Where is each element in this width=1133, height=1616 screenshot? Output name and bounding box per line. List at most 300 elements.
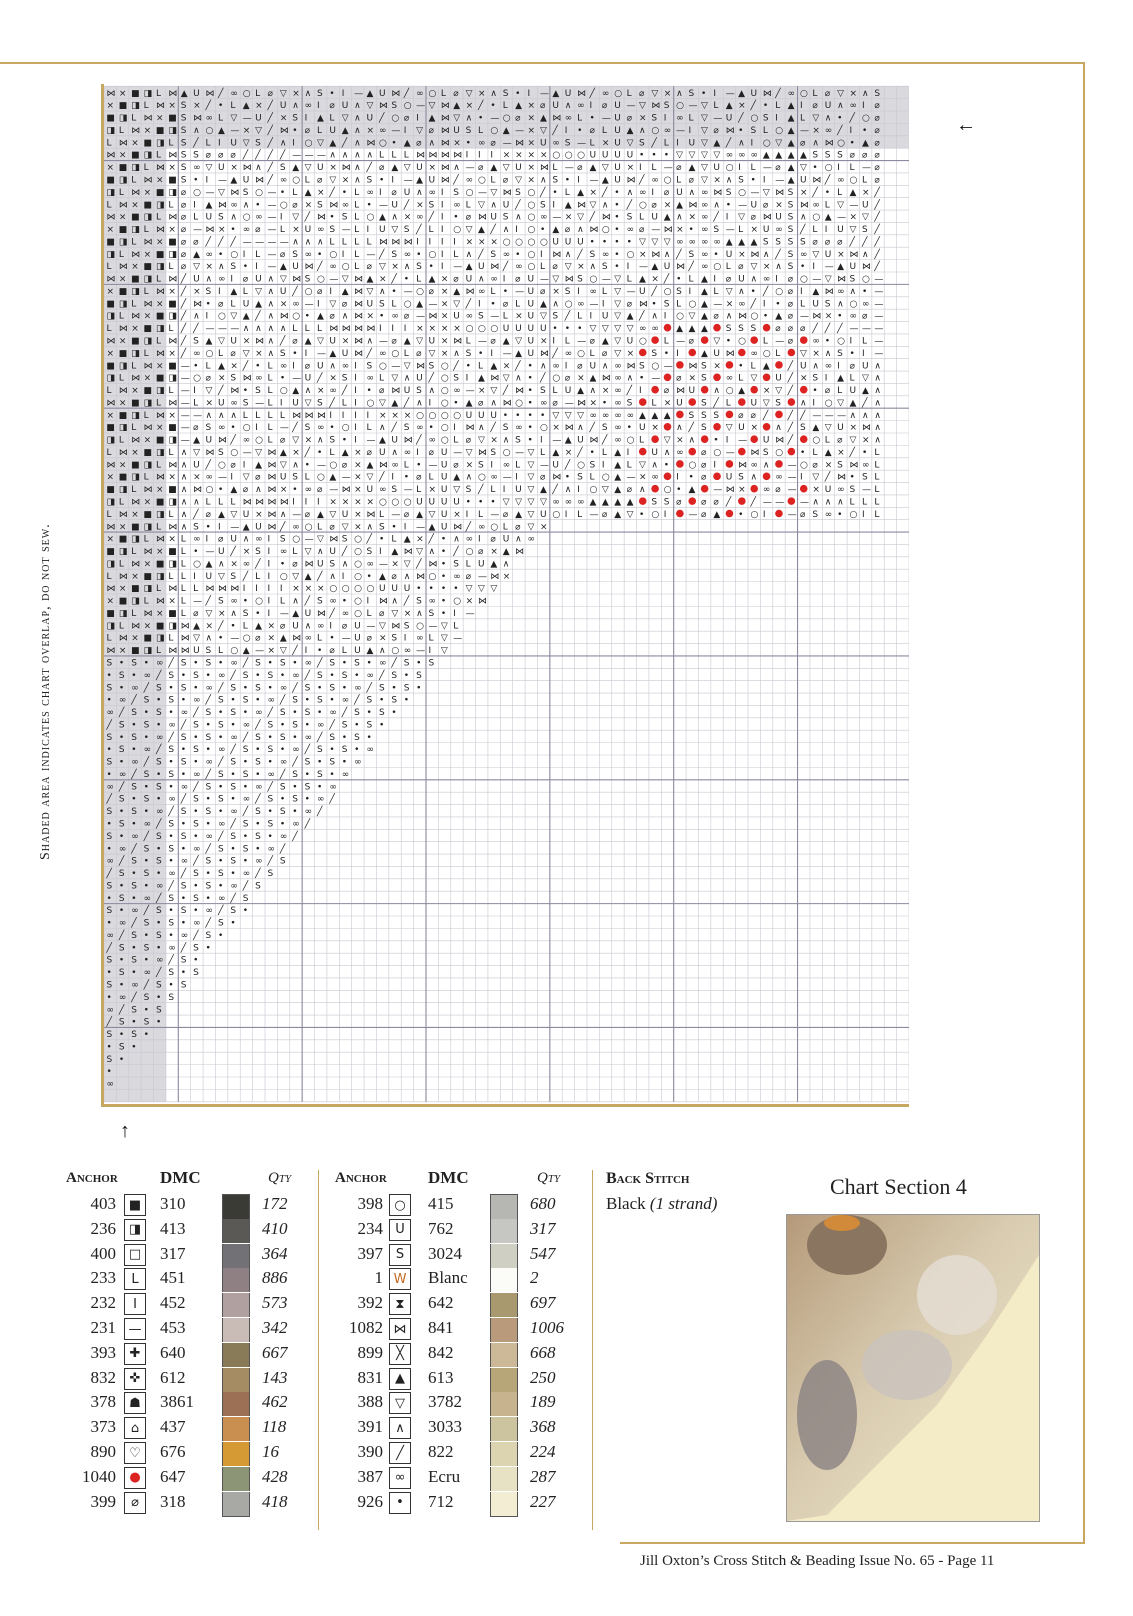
stitch-symbol: — (292, 373, 302, 384)
stitch-symbol: L (230, 497, 236, 508)
stitch-symbol: • (205, 745, 211, 756)
stitch-symbol: ∧ (663, 249, 671, 260)
stitch-symbol: × (118, 274, 127, 285)
stitch-symbol: • (416, 249, 422, 260)
stitch-symbol: ◨ (106, 621, 115, 632)
stitch-symbol: • (552, 187, 558, 198)
stitch-symbol: S (663, 299, 670, 310)
stitch-symbol: • (143, 955, 149, 966)
stitch-symbol: I (378, 187, 382, 198)
stitch-symbol: U (217, 163, 225, 174)
stitch-symbol: L (205, 497, 211, 508)
stitch-symbol: ∧ (539, 175, 547, 186)
stitch-symbol: S (106, 881, 113, 892)
stitch-symbol: ⌀ (676, 497, 682, 508)
stitch-symbol: S (205, 708, 212, 719)
stitch-symbol: ╱ (267, 708, 273, 719)
stitch-symbol: ∞ (639, 187, 647, 198)
stitch-symbol: ⋈ (849, 460, 859, 471)
stitch-symbol: ∧ (861, 249, 869, 260)
stitch-symbol: • (639, 509, 645, 520)
stitch-symbol: ∧ (676, 212, 683, 223)
stitch-symbol: ∞ (341, 200, 350, 211)
stitch-symbol: ╱ (131, 844, 137, 855)
stitch-symbol: ▲ (230, 175, 238, 186)
stitch-symbol: ▽ (849, 225, 857, 236)
bead-dot (688, 448, 696, 456)
stitch-symbol: U (614, 101, 621, 112)
stitch-symbol: ○ (502, 113, 511, 124)
stitch-symbol: ○ (304, 138, 313, 149)
stitch-symbol: ╱ (403, 596, 410, 607)
stitch-symbol: — (378, 336, 388, 347)
stitch-symbol: ▲ (391, 163, 399, 174)
stitch-symbol: S (180, 163, 187, 174)
stitch-symbol: ╱ (267, 138, 273, 149)
stitch-symbol: × (242, 547, 251, 558)
stitch-symbol: L (589, 138, 595, 149)
stitch-symbol: ⋈ (502, 187, 512, 198)
stitch-symbol: ∞ (614, 398, 622, 409)
stitch-symbol: I (639, 386, 642, 397)
stitch-symbol: ◨ (131, 225, 140, 236)
stitch-symbol: ∞ (317, 423, 325, 434)
stitch-symbol: ∞ (688, 237, 697, 248)
stitch-symbol: S (193, 794, 199, 805)
bead-dot (639, 349, 647, 357)
stitch-symbol: I (713, 274, 716, 285)
stitch-symbol: U (490, 410, 497, 421)
bead-dot (800, 435, 808, 443)
stitch-symbol: ⌀ (515, 522, 521, 533)
stitch-symbol: ■ (118, 534, 128, 545)
stitch-symbol: ╱ (750, 101, 756, 112)
stitch-symbol: • (106, 844, 112, 855)
stitch-symbol: I (217, 522, 221, 533)
stitch-symbol: I (626, 447, 630, 458)
stitch-symbol: S (304, 708, 311, 719)
stitch-symbol: ⋈ (824, 286, 834, 297)
stitch-symbol: ▲ (564, 200, 572, 211)
stitch-symbol: • (341, 658, 348, 669)
stitch-symbol: • (193, 831, 199, 842)
stitch-symbol: ∧ (279, 138, 287, 149)
stitch-symbol: ∞ (292, 522, 300, 533)
stitch-symbol: • (205, 819, 211, 830)
stitch-symbol: L (106, 138, 112, 149)
bead-dot (639, 448, 647, 456)
stitch-symbol: L (403, 150, 409, 161)
stitch-symbol: ╱ (180, 348, 187, 359)
stitch-symbol: ⋈ (193, 485, 203, 496)
stitch-symbol: ∞ (478, 286, 486, 297)
stitch-symbol: ▲ (193, 621, 201, 632)
stitch-symbol: • (416, 683, 422, 694)
stitch-symbol: — (725, 225, 735, 236)
anchor-header: Anchor (335, 1170, 387, 1186)
stitch-symbol: — (341, 225, 351, 236)
stitch-symbol: ⋈ (156, 101, 166, 112)
stitch-symbol: • (589, 237, 595, 248)
stitch-symbol: ⋈ (391, 386, 401, 397)
stitch-symbol: ∞ (700, 225, 709, 236)
stitch-symbol: S (205, 881, 212, 892)
stitch-symbol: — (217, 324, 227, 335)
stitch-symbol: × (242, 336, 251, 347)
stitch-symbol: × (416, 534, 424, 545)
dmc-number: 452 (160, 1293, 186, 1313)
stitch-symbol: L (267, 361, 273, 372)
stitch-symbol: ▽ (341, 274, 349, 285)
stitch-symbol: × (651, 274, 659, 285)
stitch-symbol: ▽ (824, 274, 832, 285)
stitch-symbol: ╱ (230, 670, 236, 681)
stitch-symbol: L (391, 150, 397, 161)
stitch-symbol: — (180, 398, 190, 409)
stitch-symbol: ▲ (614, 509, 622, 520)
stitch-symbol: ⋈ (354, 274, 364, 285)
stitch-symbol: ⋈ (601, 373, 611, 384)
stitch-symbol: U (428, 497, 436, 508)
stitch-symbol: — (738, 200, 748, 211)
stitch-symbol: S (131, 807, 137, 818)
stitch-symbol: ╱ (279, 336, 286, 347)
stitch-symbol: ▽ (217, 187, 225, 198)
bead-dot (664, 423, 672, 431)
stitch-symbol: S (106, 757, 113, 768)
stitch-symbol: • (738, 125, 744, 136)
quantity: 428 (262, 1466, 288, 1486)
stitch-symbol: — (416, 101, 426, 112)
stitch-symbol: × (478, 237, 486, 248)
stitch-symbol: — (193, 410, 203, 421)
stitch-symbol: — (242, 113, 252, 124)
stitch-symbol: ╱ (304, 670, 311, 681)
stitch-symbol: U (205, 571, 213, 582)
stitch-symbol: S (217, 869, 224, 880)
stitch-symbol: • (465, 497, 471, 508)
stitch-symbol: L (564, 336, 570, 347)
stitch-symbol: ▽ (416, 336, 424, 347)
stitch-symbol: L (688, 274, 694, 285)
stitch-symbol: × (750, 423, 759, 434)
stitch-symbol: • (341, 187, 348, 198)
stitch-symbol: L (874, 509, 880, 520)
stitch-symbol: ■ (118, 225, 128, 236)
stitch-symbol: I (267, 571, 271, 582)
stitch-symbol: ▽ (527, 509, 535, 520)
stitch-symbol: ╱ (180, 336, 187, 347)
stitch-symbol: ∧ (391, 212, 398, 223)
stitch-symbol: ⋈ (156, 348, 166, 359)
stitch-symbol: × (478, 88, 486, 99)
stitch-symbol: S (131, 955, 137, 966)
stitch-symbol: S (242, 844, 249, 855)
stitch-symbol: ∞ (304, 732, 313, 743)
stitch-symbol: ∞ (478, 522, 486, 533)
cross-stitch-chart (101, 84, 909, 1107)
stitch-symbol: I (688, 125, 692, 136)
stitch-symbol: ○ (279, 571, 288, 582)
stitch-symbol: ⋈ (626, 361, 636, 372)
stitch-symbol: ∧ (515, 373, 522, 384)
stitch-symbol: ○ (626, 435, 635, 446)
stitch-symbol: • (168, 980, 174, 991)
stitch-symbol: ╱ (849, 113, 855, 124)
stitch-symbol: ∧ (824, 113, 832, 124)
quantity: 224 (530, 1442, 556, 1461)
stitch-symbol: ⋈ (651, 249, 661, 260)
stitch-symbol: • (539, 410, 546, 421)
stitch-symbol: • (614, 225, 620, 236)
stitch-symbol: ▽ (502, 163, 510, 174)
stitch-symbol: • (193, 906, 199, 917)
stitch-symbol: U (329, 125, 336, 136)
bead-dot (726, 460, 734, 468)
stitch-symbol: ∧ (267, 299, 275, 310)
stitch-symbol: ▲ (688, 485, 696, 496)
stitch-symbol: ⌀ (787, 286, 794, 297)
stitch-symbol: U (527, 324, 535, 335)
stitch-symbol: ∞ (601, 88, 610, 99)
stitch-symbol: S (341, 720, 348, 731)
stitch-symbol: ∞ (217, 670, 226, 681)
stitch-symbol: — (366, 249, 376, 260)
outline-house-icon: ⌂ (124, 1417, 146, 1439)
stitch-symbol: ⋈ (106, 584, 116, 595)
stitch-symbol: L (255, 410, 261, 421)
stitch-symbol: S (676, 286, 682, 297)
stitch-symbol: ▽ (317, 534, 324, 545)
stitch-symbol: ∞ (391, 311, 399, 322)
stitch-symbol: × (267, 646, 276, 657)
stitch-symbol: ▲ (713, 138, 721, 149)
stitch-symbol: ∧ (416, 187, 423, 198)
stitch-symbol: ○ (465, 324, 474, 335)
stitch-symbol: × (118, 460, 127, 471)
stitch-symbol: — (304, 534, 314, 545)
stitch-symbol: • (304, 720, 310, 731)
stitch-symbol: ⋈ (341, 485, 351, 496)
stitch-symbol: ⌀ (812, 237, 818, 248)
stitch-symbol: • (279, 794, 286, 805)
stitch-symbol: ■ (143, 262, 153, 273)
anchor-number: 899 (357, 1342, 383, 1362)
stitch-symbol: ◨ (106, 249, 115, 260)
stitch-symbol: U (453, 125, 460, 136)
stitch-symbol: U (428, 175, 436, 186)
stitch-symbol: ⋈ (168, 274, 178, 285)
stitch-symbol: • (428, 584, 434, 595)
stitch-symbol: ▽ (601, 324, 609, 335)
stitch-symbol: S (317, 695, 323, 706)
stitch-symbol: ╱ (577, 249, 583, 260)
stitch-symbol: I (861, 509, 865, 520)
stitch-symbol: ⋈ (118, 324, 128, 335)
stitch-symbol: ∧ (824, 497, 832, 508)
stitch-symbol: • (490, 497, 496, 508)
stitch-symbol: ▽ (378, 262, 386, 273)
stitch-symbol: L (180, 559, 186, 570)
stitch-symbol: • (800, 447, 806, 458)
stitch-symbol: L (156, 150, 162, 161)
stitch-symbol: S (861, 472, 868, 483)
quantity: 2 (530, 1268, 539, 1288)
stitch-symbol: L (118, 187, 124, 198)
stitch-symbol: ╱ (317, 732, 323, 743)
stitch-symbol: ○ (242, 212, 251, 223)
stitch-symbol: I (577, 286, 580, 297)
anchor-number: 399 (90, 1491, 116, 1511)
stitch-symbol: S (267, 720, 274, 731)
stitch-symbol: L (205, 138, 211, 149)
stitch-symbol: ⌀ (552, 398, 558, 409)
stitch-symbol: ○ (317, 472, 325, 483)
stitch-symbol: ○ (403, 299, 412, 310)
stitch-symbol: ○ (490, 125, 499, 136)
stitch-symbol: — (688, 101, 698, 112)
anchor-number: 1 (374, 1268, 383, 1288)
stitch-symbol: ∞ (193, 348, 201, 359)
quantity: 668 (530, 1342, 556, 1362)
stitch-symbol: I (255, 262, 258, 273)
stitch-symbol: L (292, 324, 298, 335)
stitch-symbol: × (403, 608, 412, 619)
stitch-symbol: ∧ (812, 497, 819, 508)
stitch-symbol: U (378, 225, 386, 236)
stitch-symbol: × (416, 200, 424, 211)
stitch-symbol: U (762, 225, 770, 236)
stitch-symbol: ▲ (502, 336, 510, 347)
stitch-symbol: ○ (824, 398, 833, 409)
stitch-symbol: — (391, 361, 401, 372)
stitch-symbol: × (168, 348, 176, 359)
stitch-symbol: ▽ (205, 386, 213, 397)
bead-dot (788, 349, 796, 357)
bead-dot (763, 324, 771, 332)
quantity: 342 (262, 1318, 288, 1337)
stitch-symbol: ∞ (341, 608, 350, 619)
stitch-symbol: ╱ (750, 497, 756, 508)
stitch-symbol: ∧ (205, 633, 213, 644)
stitch-symbol: S (242, 745, 249, 756)
stitch-symbol: ╱ (143, 683, 150, 694)
w-icon: W (389, 1268, 411, 1290)
stitch-symbol: ╱ (193, 930, 199, 941)
chart-section-title: Chart Section 4 (830, 1174, 967, 1199)
stitch-symbol: • (329, 670, 335, 681)
stitch-symbol: × (465, 460, 474, 471)
bead-dot (701, 386, 709, 394)
stitch-symbol: × (156, 113, 164, 124)
stitch-symbol: L (391, 299, 397, 310)
stitch-symbol: I (292, 361, 295, 372)
stitch-symbol: • (366, 571, 372, 582)
stitch-symbol: ⌀ (267, 88, 273, 99)
stitch-symbol: ▲ (700, 299, 708, 310)
stitch-symbol: ⋈ (366, 138, 376, 149)
stitch-symbol: — (688, 509, 698, 520)
stitch-symbol: S (131, 658, 137, 669)
stitch-symbol: ╱ (317, 373, 323, 384)
stitch-symbol: ∞ (824, 361, 833, 372)
stitch-symbol: × (564, 447, 573, 458)
stitch-symbol: • (614, 249, 620, 260)
stitch-symbol: ⌀ (502, 299, 509, 310)
stitch-symbol: ○ (341, 262, 350, 273)
stitch-symbol: • (292, 732, 298, 743)
stitch-symbol: × (304, 200, 313, 211)
stitch-symbol: S (304, 757, 311, 768)
stitch-symbol: — (589, 509, 599, 520)
stitch-symbol: ▽ (304, 163, 312, 174)
stitch-symbol: ╱ (787, 410, 794, 421)
stitch-symbol: L (874, 472, 880, 483)
stitch-symbol: × (391, 559, 399, 570)
stitch-symbol: L (168, 324, 174, 335)
stitch-symbol: ⌀ (366, 633, 372, 644)
stitch-symbol: ⋈ (428, 311, 438, 322)
stitch-symbol: ∞ (205, 249, 214, 260)
stitch-symbol: — (354, 88, 364, 99)
stitch-symbol: × (143, 559, 152, 570)
stitch-symbol: ◨ (156, 324, 165, 335)
stitch-symbol: ▽ (577, 212, 585, 223)
stitch-symbol: ╱ (156, 968, 162, 979)
stitch-symbol: • (378, 695, 385, 706)
stitch-symbol: ∞ (317, 794, 325, 805)
stitch-symbol: I (861, 101, 865, 112)
stitch-symbol: × (354, 460, 362, 471)
stitch-symbol: ○ (527, 237, 536, 248)
stitch-symbol: U (292, 398, 299, 409)
stitch-symbol: L (800, 113, 806, 124)
stitch-symbol: ◨ (168, 497, 177, 508)
stitch-symbol: — (403, 286, 413, 297)
stitch-symbol: S (156, 930, 162, 941)
stitch-symbol: × (478, 386, 486, 397)
stitch-symbol: ⋈ (416, 361, 426, 372)
dmc-number: 3024 (428, 1243, 462, 1263)
stitch-symbol: ■ (143, 447, 153, 458)
stitch-symbol: × (156, 237, 164, 248)
stitch-symbol: • (416, 460, 422, 471)
stitch-symbol: ⌀ (478, 547, 484, 558)
stitch-symbol: × (663, 200, 672, 211)
stitch-symbol: • (416, 658, 422, 669)
stitch-symbol: S (812, 509, 819, 520)
stitch-symbol: U (676, 187, 683, 198)
stitch-symbol: • (267, 683, 273, 694)
stitch-symbol: S (354, 708, 360, 719)
anchor-number: 393 (90, 1342, 116, 1362)
stitch-symbol: S (354, 658, 360, 669)
stitch-symbol: ○ (354, 534, 363, 545)
stitch-symbol: ╱ (849, 237, 855, 248)
stitch-symbol: ⌀ (713, 125, 719, 136)
stitch-symbol: ▽ (614, 274, 622, 285)
stitch-symbol: ◨ (131, 596, 140, 607)
stitch-symbol: S (787, 187, 794, 198)
stitch-symbol: ∞ (118, 918, 127, 929)
stitch-symbol: S (255, 881, 261, 892)
stitch-symbol: ∞ (812, 336, 820, 347)
stitch-symbol: L (304, 472, 310, 483)
bead-dot (800, 336, 808, 344)
stitch-symbol: • (279, 559, 286, 570)
stitch-symbol: L (131, 175, 137, 186)
bead-dot (664, 473, 672, 481)
